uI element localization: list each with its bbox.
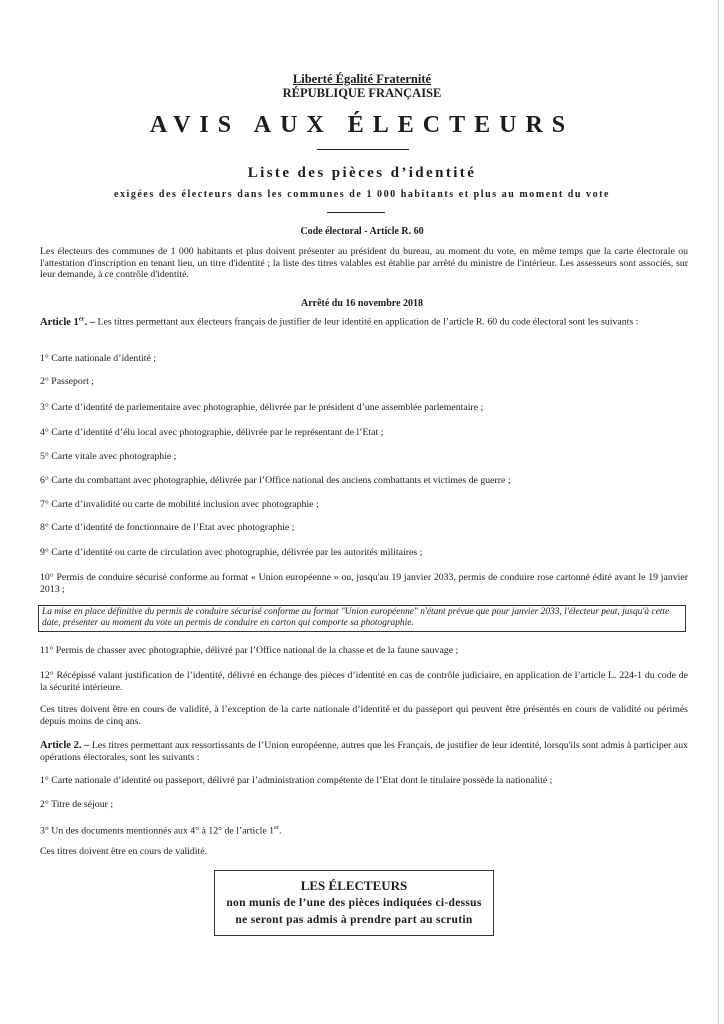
validity-paragraph: Ces titres doivent être en cours de validité, à l’exception de la carte nationale d’identité et du passeport qui peuvent être présentés en cours de validité ou périmés depuis moins de cinq ans. [40, 704, 688, 727]
subtitle-divider [327, 212, 385, 213]
list-item: 9° Carte d’identité ou carte de circulation avec photographie, délivrée par les autorités militaires ; [40, 547, 423, 558]
driving-licence-note: La mise en place définitive du permis de conduire sécurisé conforme au format "Union européenne" n'étant prévue que pour janvier 2033, l'électeur peut, jusqu'à cette date, présenter au moment du vote un permis de conduire en carton qui comporte sa photographie. [38, 605, 686, 632]
list-item: 2° Titre de séjour ; [40, 799, 114, 810]
article-2-intro [40, 740, 688, 763]
warning-line-1: LES ÉLECTEURS [300, 878, 408, 893]
scan-edge [718, 0, 719, 1024]
page-title: AVIS AUX ÉLECTEURS [149, 112, 575, 138]
list-item: 7° Carte d’invalidité ou carte de mobilité inclusion avec photographie ; [40, 499, 319, 510]
list-item: 5° Carte vitale avec photographie ; [40, 451, 177, 462]
list-item: 11° Permis de chasser avec photographie, délivré par l’Office national de la chasse et de la faune sauvage ; [40, 645, 459, 656]
list-item: 3° Carte d’identité de parlementaire avec photographie, délivrée par le président d’une assemblée parlementaire ; [40, 402, 484, 413]
republic-motto: Liberté Égalité Fraternité [292, 72, 432, 86]
list-item: 1° Carte nationale d’identité ; [40, 353, 156, 364]
warning-line-3: ne seront pas admis à prendre part au scrutin [235, 914, 473, 926]
article-2-label: Article 2. – [40, 740, 90, 751]
list-item: 12° Récépissé valant justification de l’identité, délivré en échange des pièces d’identité en cas de contrôle judiciaire, en application de l’article L. 224-1 du code de la sécurité intérieure. [40, 670, 688, 693]
subtitle: Liste des pièces d’identité [247, 165, 477, 181]
article-1-text: Les titres permettant aux électeurs français de justifier de leur identité en application de l’article R. 60 du code électoral sont les suivants : [95, 316, 639, 328]
title-divider [317, 149, 409, 150]
list-item: 10° Permis de conduire sécurisé conforme au format « Union européenne » ou, jusqu'au 19 janvier 2033, permis de conduire rose cartonné édité avant le 19 janvier 2013 ; [40, 572, 688, 595]
list-item: 4° Carte d’identité d’élu local avec photographie, délivrée par le représentant de l’Etat ; [40, 427, 384, 438]
article-2-text: Les titres permettant aux ressortissants de l’Union européenne, autres que les Français, de justifier de leur identité, lorsqu'ils sont admis à participer aux opérations électorales, sont les suivants : [40, 740, 688, 763]
code-reference: Code électoral - Article R. 60 [300, 226, 424, 237]
arrete-title: Arrêté du 16 novembre 2018 [300, 298, 424, 309]
header-block [0, 72, 724, 100]
intro-paragraph: Les électeurs des communes de 1 000 habitants et plus doivent présenter au président du bureau, au moment du vote, en même temps que la carte électorale ou l'attestation d'inscription en tenant lieu, un titre d'identité ; la liste des titres valables est établie par arrêté du ministre de l'intérieur. Les assesseurs sont associés, sur leur demande, à ce contrôle d'identité. [40, 246, 688, 281]
article-1-label: Article 1er. – [40, 315, 96, 328]
list-item: 1° Carte nationale d’identité ou passeport, délivré par l’administration compétente de l’Etat dont le titulaire possède la nationalité ; [40, 775, 553, 786]
republic-name: RÉPUBLIQUE FRANÇAISE [282, 86, 442, 100]
list-item: 2° Passeport ; [40, 376, 94, 387]
subtitle-detail: exigées des électeurs dans les communes de 1 000 habitants et plus au moment du vote [113, 189, 611, 200]
validity-note: Ces titres doivent être en cours de validité. [40, 846, 208, 857]
warning-box [214, 870, 494, 936]
list-item: 6° Carte du combattant avec photographie, délivrée par l’Office national des anciens combattants et victimes de guerre ; [40, 475, 511, 486]
list-item: 8° Carte d’identité de fonctionnaire de l’Etat avec photographie ; [40, 522, 295, 533]
warning-line-2: non munis de l’une des pièces indiquées ci-dessus [226, 897, 482, 909]
article-1-intro [40, 313, 688, 328]
list-item: 3° Un des documents mentionnés aux 4° à 12° de l’article 1er. [40, 824, 282, 837]
